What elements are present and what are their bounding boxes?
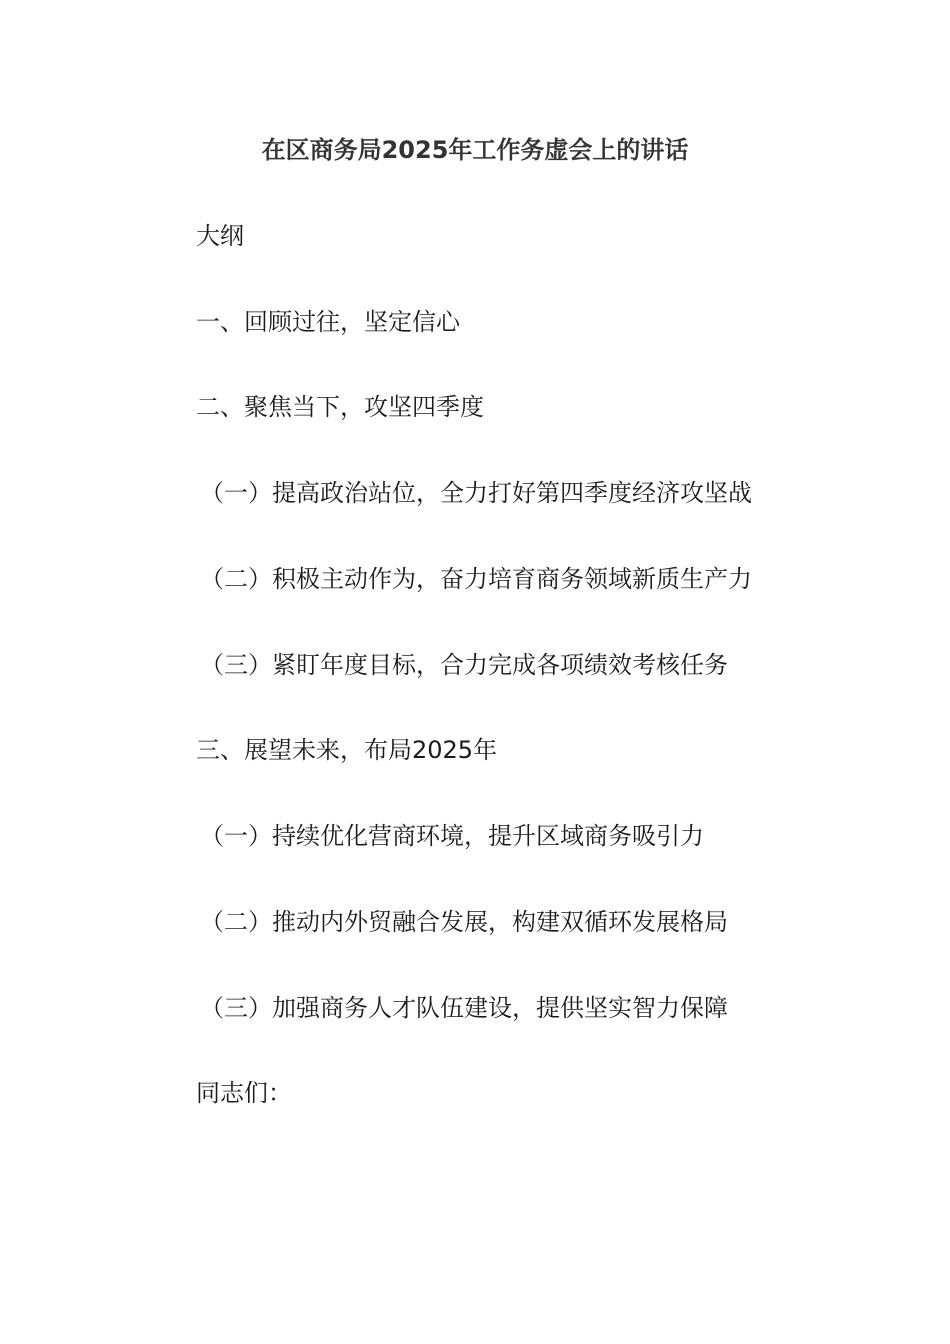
outline-heading: 大纲 — [196, 222, 244, 250]
section-3-item-1: （一）持续优化营商环境，提升区域商务吸引力 — [200, 822, 704, 850]
section-3-item-2: （二）推动内外贸融合发展，构建双循环发展格局 — [200, 908, 728, 936]
section-heading-2: 二、聚焦当下，攻坚四季度 — [196, 393, 484, 421]
section-2-item-3: （三）紧盯年度目标，合力完成各项绩效考核任务 — [200, 651, 728, 679]
section-2-item-2: （二）积极主动作为，奋力培育商务领域新质生产力 — [200, 565, 752, 593]
section-heading-1: 一、回顾过往，坚定信心 — [196, 308, 460, 336]
section-2-item-1: （一）提高政治站位，全力打好第四季度经济攻坚战 — [200, 479, 752, 507]
section-heading-3: 三、展望未来，布局2025年 — [196, 736, 498, 764]
salutation: 同志们： — [196, 1079, 292, 1107]
section-3-item-3: （三）加强商务人才队伍建设，提供坚实智力保障 — [200, 994, 728, 1022]
document-title: 在区商务局2025年工作务虚会上的讲话 — [261, 136, 689, 164]
